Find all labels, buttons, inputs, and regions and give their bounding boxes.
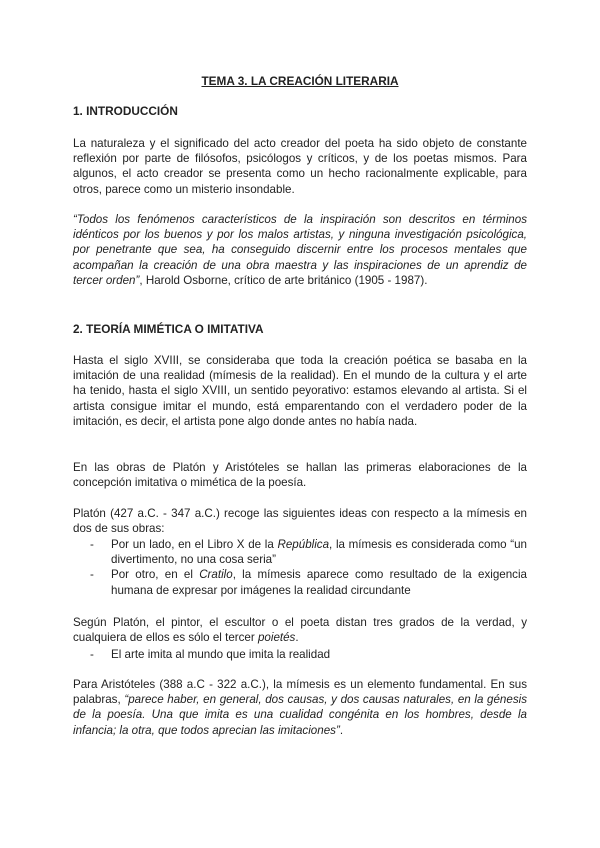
paragraph-emphasis: poietés [257, 631, 296, 645]
section-heading-teoria-mimetica: 2. TEORÍA MIMÉTICA O IMITATIVA [73, 322, 264, 336]
paragraph-text: Según Platón, el pintor, el escultor o el poeta distan tres grados de la verdad, y cualquiera de ellos es sólo el tercer [73, 616, 527, 645]
platon-aristoteles-paragraph: En las obras de Platón y Aristóteles se hallan las primeras elaboraciones de la concepción imitativa o mimética de la poesía. [73, 461, 527, 490]
list-item-emphasis: Cratilo [199, 568, 233, 582]
list-dash: - [90, 568, 94, 582]
list-item-emphasis: República [277, 538, 330, 551]
list-item-text: Por otro, en el [111, 568, 200, 582]
platon-grados-paragraph [73, 615, 527, 645]
list-item-text: Por un lado, en el Libro X de la [111, 538, 278, 551]
osborne-quote: “Todos los fenómenos característicos de la inspiración son descritos en términos idénticos por los buenos y por los malos artistas, y ninguna investigación psicológica, por penetrante que sea, ha conseguido discernir entre los procesos mentales que acompañan la creación de una obra maestra y las inspiraciones de un aprendiz de tercer orden” [73, 213, 527, 287]
mimesis-paragraph: Hasta el siglo XVIII, se consideraba que toda la creación poética se basaba en la imitación de una realidad (mímesis de la realidad). En el mundo de la cultura y el arte ha tenido, hasta el siglo XVIII, un sentido peyorativo: estamos elevando al artista. Si el artista consigue imitar el mundo, está emparentando con el verdadero poder de la imitación, es decir, el artista pone algo donde antes no había nada. [73, 354, 527, 428]
platon-paragraph: Platón (427 a.C. - 347 a.C.) recoge las siguientes ideas con respecto a la mímesis en dos de sus obras: [73, 507, 527, 536]
paragraph-emphasis: “parece haber, en general, dos causas, y dos causas naturales, en la génesis de la poesía. Una que imita es una cualidad congénita en los hombres, desde la infancia; la otra, que todos aprecian las imitaciones” [73, 693, 527, 737]
document-title: TEMA 3. LA CREACIÓN LITERARIA [201, 74, 399, 88]
arte-bullet-list [73, 647, 527, 662]
list-dash: - [90, 538, 94, 551]
list-item [73, 537, 527, 567]
intro-paragraph: La naturaleza y el significado del acto creador del poeta ha sido objeto de constante reflexión por parte de filósofos, psicólogos y críticos, y de los poetas mismos. Para algunos, el acto creador se presenta como un hecho racionalmente explicable, para otros, parece como un misterio insondable. [73, 137, 527, 196]
paragraph-text: . [295, 631, 299, 645]
list-item-text: , la mímesis aparece como resultado de la exigencia humana de expresar por imágenes la realidad circundante [111, 568, 527, 597]
platon-bullet-list [73, 537, 527, 598]
list-item [73, 567, 527, 597]
list-dash: - [90, 648, 94, 661]
osborne-quote-paragraph [73, 212, 527, 288]
aristoteles-paragraph [73, 677, 527, 738]
list-item-text: , la mímesis es considerada como “un divertimento, no una cosa seria” [111, 538, 527, 567]
paragraph-text: Para Aristóteles (388 a.C - 322 a.C.), la mímesis es un elemento fundamental. En sus palabras, [73, 678, 527, 707]
section-heading-introduccion: 1. INTRODUCCIÓN [73, 104, 178, 118]
quote-attribution: , Harold Osborne, crítico de arte británico (1905 - 1987). [139, 273, 428, 287]
list-item-text: El arte imita al mundo que imita la realidad [111, 648, 331, 661]
paragraph-text: . [339, 723, 344, 737]
list-item [73, 647, 527, 662]
